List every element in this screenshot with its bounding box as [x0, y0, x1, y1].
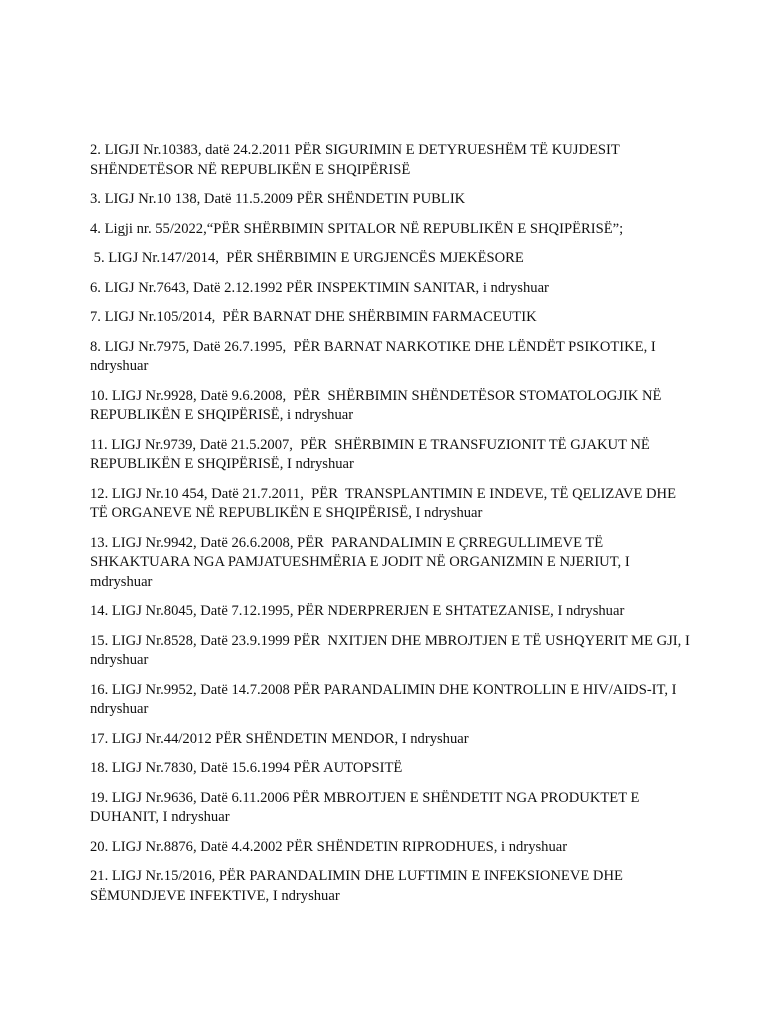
- law-list: [90, 141, 694, 916]
- law-item: 19. LIGJ Nr.9636, Datë 6.11.2006 PËR MBROJTJEN E SHËNDETIT NGA PRODUKTET E DUHANIT, I ndryshuar: [90, 789, 644, 825]
- law-item: 17. LIGJ Nr.44/2012 PËR SHËNDETIN MENDOR, I ndryshuar: [90, 730, 469, 747]
- law-item: 16. LIGJ Nr.9952, Datë 14.7.2008 PËR PARANDALIMIN DHE KONTROLLIN E HIV/AIDS-IT, I ndryshuar: [90, 681, 681, 717]
- law-item: 8. LIGJ Nr.7975, Datë 26.7.1995, PËR BARNAT NARKOTIKE DHE LËNDËT PSIKOTIKE, I ndryshuar: [90, 338, 660, 374]
- law-item: 18. LIGJ Nr.7830, Datë 15.6.1994 PËR AUTOPSITË: [90, 760, 403, 776]
- law-item: 2. LIGJI Nr.10383, datë 24.2.2011 PËR SIGURIMIN E DETYRUESHËM TË KUJDESIT SHËNDETËSOR NË REPUBLIKËN E SHQIPËRISË: [90, 142, 624, 178]
- law-item: 15. LIGJ Nr.8528, Datë 23.9.1999 PËR NXITJEN DHE MBROJTJEN E TË USHQYERIT ME GJI, I ndryshuar: [90, 632, 694, 668]
- law-item: 20. LIGJ Nr.8876, Datë 4.4.2002 PËR SHËNDETIN RIPRODHUES, i ndryshuar: [90, 838, 568, 855]
- law-item: 14. LIGJ Nr.8045, Datë 7.12.1995, PËR NDERPRERJEN E SHTATEZANISE, I ndryshuar: [90, 603, 625, 619]
- law-item: 11. LIGJ Nr.9739, Datë 21.5.2007, PËR SHËRBIMIN E TRANSFUZIONIT TË GJAKUT NË REPUBLIKËN E SHQIPËRISË, I ndryshuar: [90, 436, 654, 472]
- law-item: 3. LIGJ Nr.10 138, Datë 11.5.2009 PËR SHËNDETIN PUBLIK: [90, 191, 466, 207]
- law-item: 13. LIGJ Nr.9942, Datë 26.6.2008, PËR PARANDALIMIN E ÇRREGULLIMEVE TË SHKAKTUARA NGA PAMJATUESHMËRIA E JODIT NË ORGANIZMIN E NJERIUT, I mdryshuar: [90, 534, 634, 590]
- law-item: 12. LIGJ Nr.10 454, Datë 21.7.2011, PËR TRANSPLANTIMIN E INDEVE, TË QELIZAVE DHE TË ORGANEVE NË REPUBLIKËN E SHQIPËRISË, I ndryshuar: [90, 485, 680, 521]
- law-item: 7. LIGJ Nr.105/2014, PËR BARNAT DHE SHËRBIMIN FARMACEUTIK: [90, 309, 537, 325]
- law-item: 10. LIGJ Nr.9928, Datë 9.6.2008, PËR SHËRBIMIN SHËNDETËSOR STOMATOLOGJIK NË REPUBLIKËN E SHQIPËRISË, i ndryshuar: [90, 387, 666, 423]
- law-item: 5. LIGJ Nr.147/2014, PËR SHËRBIMIN E URGJENCËS MJEKËSORE: [90, 250, 524, 266]
- law-item: 21. LIGJ Nr.15/2016, PËR PARANDALIMIN DHE LUFTIMIN E INFEKSIONEVE DHE SËMUNDJEVE INFEKTIVE, I ndryshuar: [90, 868, 627, 904]
- law-item: 4. Ligji nr. 55/2022,“PËR SHËRBIMIN SPITALOR NË REPUBLIKËN E SHQIPËRISË”;: [90, 220, 624, 237]
- law-item: 6. LIGJ Nr.7643, Datë 2.12.1992 PËR INSPEKTIMIN SANITAR, i ndryshuar: [90, 279, 549, 296]
